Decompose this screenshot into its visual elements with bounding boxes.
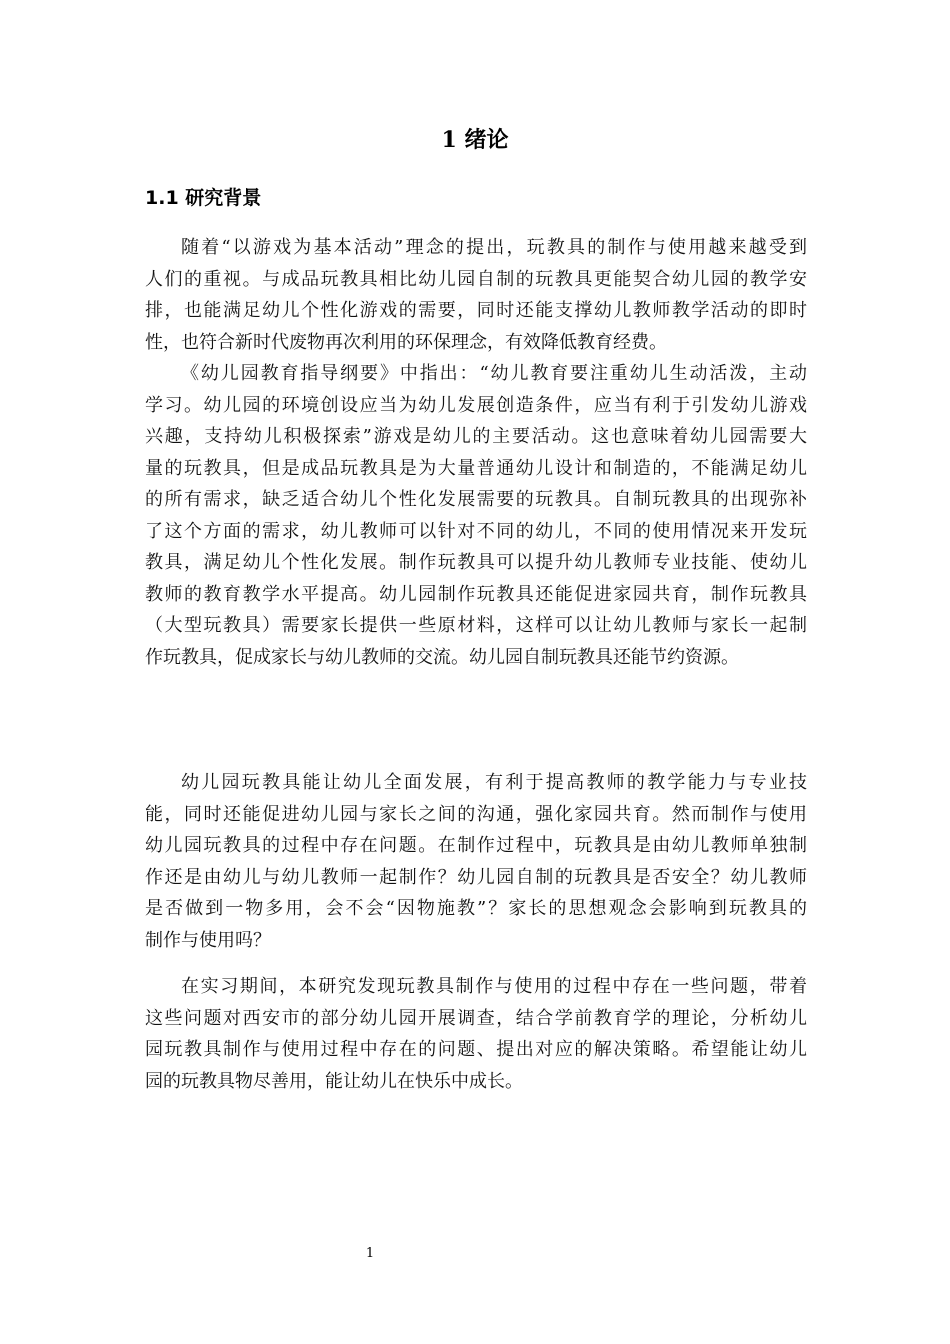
paragraph-line: 园的玩教具物尽善用，能让幼儿在快乐中成长。 (145, 1070, 523, 1092)
paragraph-line: 了这个方面的需求，幼儿教师可以针对不同的幼儿，不同的使用情况来开发玩 (145, 520, 807, 542)
paragraph-line: 这些问题对西安市的部分幼儿园开展调查，结合学前教育学的理论，分析幼儿 (145, 1007, 807, 1029)
paragraph-line: 排，也能满足幼儿个性化游戏的需要，同时还能支撑幼儿教师教学活动的即时 (145, 300, 807, 321)
paragraph-line: 兴趣，支持幼儿积极探索”游戏是幼儿的主要活动。这也意味着幼儿园需要大 (145, 426, 807, 447)
paragraph-line: 教具，满足幼儿个性化发展。制作玩教具可以提升幼儿教师专业技能、使幼儿 (145, 552, 807, 573)
page-number: 1 (365, 1246, 375, 1261)
paragraph-line: 幼儿园玩教具能让幼儿全面发展，有利于提高教师的教学能力与专业技 (181, 772, 807, 793)
paragraph-line: 在实习期间，本研究发现玩教具制作与使用的过程中存在一些问题，带着 (181, 976, 807, 997)
paragraph-line: 性，也符合新时代废物再次利用的环保理念，有效降低教育经费。 (145, 331, 667, 353)
paragraph-line: 量的玩教具，但是成品玩教具是为大量普通幼儿设计和制造的，不能满足幼儿 (145, 457, 807, 479)
paragraph-line: 教师的教育教学水平提高。幼儿园制作玩教具还能促进家园共育，制作玩教具 (145, 583, 807, 605)
chapter-title: 1 绪论 (441, 127, 509, 153)
paragraph-line: 作玩教具，促成家长与幼儿教师的交流。幼儿园自制玩教具还能节约资源。 (145, 646, 739, 668)
paragraph-line: 能，同时还能促进幼儿园与家长之间的沟通，强化家园共育。然而制作与使用 (145, 803, 807, 825)
paragraph-line: 学习。幼儿园的环境创设应当为幼儿发展创造条件，应当有利于引发幼儿游戏 (145, 394, 807, 416)
paragraph-line: 作还是由幼儿与幼儿教师一起制作？幼儿园自制的玩教具是否安全？幼儿教师 (145, 866, 807, 888)
paragraph-line: 随着“以游戏为基本活动”理念的提出，玩教具的制作与使用越来越受到 (181, 237, 807, 258)
paragraph (145, 971, 807, 1097)
paragraph-line: （大型玩教具）需要家长提供一些原材料，这样可以让幼儿教师与家长一起制 (145, 615, 807, 636)
paragraph-line: 幼儿园玩教具的过程中存在问题。在制作过程中，玩教具是由幼儿教师单独制 (145, 835, 807, 856)
paragraph-line: 园玩教具制作与使用过程中存在的问题、提出对应的解决策略。希望能让幼儿 (145, 1039, 807, 1060)
paragraph (145, 232, 807, 358)
paragraph (145, 767, 807, 956)
paragraph (145, 358, 807, 673)
paragraph-line: 制作与使用吗？ (145, 929, 271, 951)
paragraph-line: 是否做到一物多用，会不会“因物施教”？家长的思想观念会影响到玩教具的 (145, 898, 807, 919)
paragraph-line: 人们的重视。与成品玩教具相比幼儿园自制的玩教具更能契合幼儿园的教学安 (145, 268, 807, 290)
paragraph-line: 《幼儿园教育指导纲要》中指出：“幼儿教育要注重幼儿生动活泼，主动 (181, 363, 807, 384)
section-title: 1.1 研究背景 (145, 187, 262, 209)
paragraph-line: 的所有需求，缺乏适合幼儿个性化发展需要的玩教具。自制玩教具的出现弥补 (145, 489, 807, 510)
